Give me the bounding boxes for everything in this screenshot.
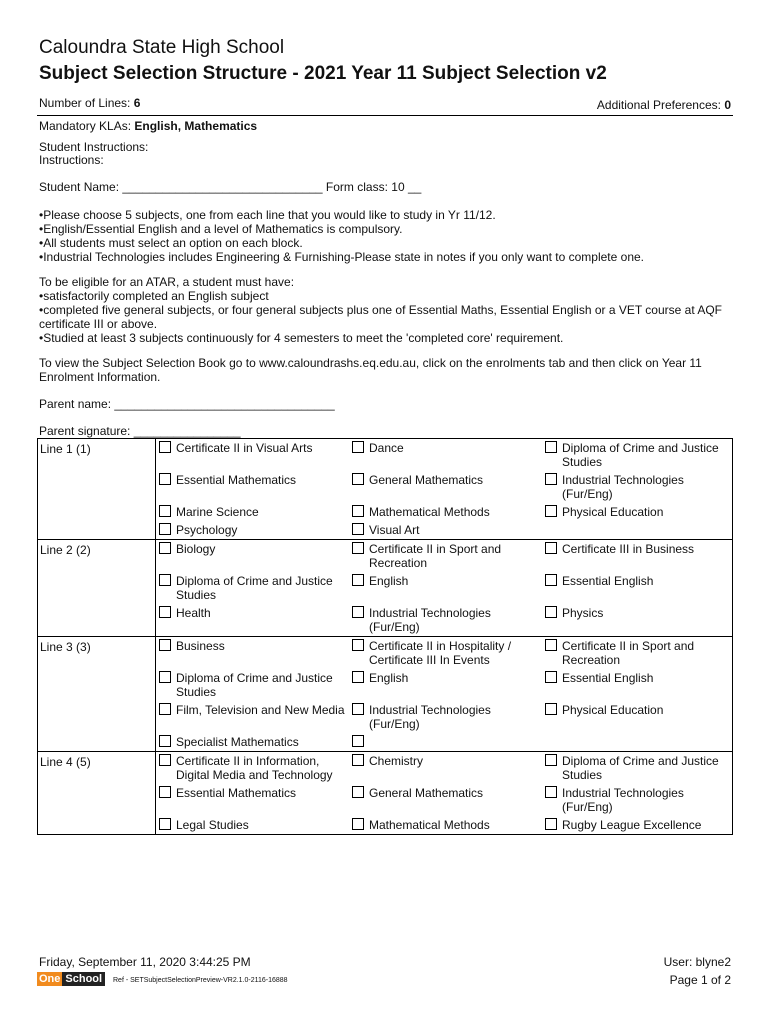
subject-checkbox[interactable]	[352, 735, 364, 747]
reference-code: Ref - SETSubjectSelectionPreview-VR2.1.0-2116-16888	[113, 977, 288, 984]
subject-label: General Mathematics	[369, 786, 484, 800]
subject-checkbox[interactable]	[545, 671, 557, 683]
bullet: •Studied at least 3 subjects continuously for 4 semesters to meet the 'completed core' requirement.	[39, 331, 564, 345]
subject-label: Essential English	[562, 574, 654, 588]
atar-section	[39, 275, 729, 345]
subject-checkbox[interactable]	[352, 542, 364, 554]
subject-option[interactable]	[156, 816, 349, 834]
print-date: Friday, September 11, 2020 3:44:25 PM	[39, 955, 251, 969]
subject-option[interactable]	[156, 752, 349, 784]
subject-option[interactable]	[349, 540, 542, 572]
subject-label: Visual Art	[369, 523, 420, 537]
additional-preferences	[597, 98, 731, 112]
additional-preferences-label: Additional Preferences:	[596, 98, 725, 112]
subject-checkbox[interactable]	[545, 574, 557, 586]
subject-checkbox[interactable]	[352, 574, 364, 586]
number-of-lines-value: 6	[133, 96, 141, 110]
subject-checkbox[interactable]	[159, 606, 171, 618]
subject-option[interactable]	[542, 669, 732, 701]
subject-checkbox[interactable]	[159, 639, 171, 651]
subject-label: Diploma of Crime and Justice Studies	[562, 754, 719, 782]
subject-option[interactable]	[542, 471, 732, 503]
subject-option[interactable]	[542, 604, 732, 636]
instructions: Instructions:	[39, 153, 104, 167]
subject-label: Certificate II in Hospitality / Certificate III In Events	[369, 639, 512, 667]
subject-label: Physics	[562, 606, 604, 620]
line-row	[38, 540, 733, 637]
subject-checkbox[interactable]	[159, 574, 171, 586]
subject-label: Psychology	[176, 523, 238, 537]
subject-label: Mathematical Methods	[369, 818, 490, 832]
subject-checkbox[interactable]	[159, 671, 171, 683]
subject-option[interactable]	[349, 784, 542, 816]
bullet: •completed five general subjects, or four general subjects plus one of Essential Maths, Essential English or a VET course at AQF certificate III or above.	[39, 303, 722, 331]
subject-option[interactable]	[156, 540, 349, 572]
subject-checkbox[interactable]	[545, 818, 557, 830]
subject-option[interactable]	[349, 521, 542, 539]
subject-option[interactable]	[349, 816, 542, 834]
subject-option[interactable]	[542, 637, 732, 669]
subject-option[interactable]	[156, 784, 349, 816]
subject-option[interactable]	[156, 521, 349, 539]
subject-option[interactable]	[156, 572, 349, 604]
subject-checkbox[interactable]	[159, 523, 171, 535]
subject-label: Industrial Technologies (Fur/Eng)	[369, 606, 491, 634]
subject-label: Industrial Technologies (Fur/Eng)	[369, 703, 491, 731]
options-grid	[156, 637, 732, 751]
line-label: Line 3 (3)	[38, 637, 156, 752]
subject-checkbox[interactable]	[545, 639, 557, 651]
instruction-bullets	[39, 208, 729, 264]
line-row	[38, 752, 733, 835]
subject-checkbox[interactable]	[545, 703, 557, 715]
subject-option[interactable]	[349, 733, 542, 751]
student-name-line: Student Name: ______________________________ Form class: 10 __	[39, 180, 422, 194]
oneschool-logo	[37, 972, 105, 986]
subject-label: Certificate II in Visual Arts	[176, 441, 313, 455]
subject-checkbox[interactable]	[159, 441, 171, 453]
subject-checkbox[interactable]	[352, 754, 364, 766]
mandatory-value: English, Mathematics	[134, 119, 258, 133]
number-of-lines	[39, 96, 140, 110]
line-label: Line 1 (1)	[38, 439, 156, 540]
bullet: •All students must select an option on each block.	[39, 236, 303, 250]
bullet: •Industrial Technologies includes Engineering & Furnishing-Please state in notes if you only want to complete one.	[39, 250, 645, 264]
subject-label: English	[369, 574, 409, 588]
logo-part-school: School	[62, 972, 105, 986]
subject-label: Industrial Technologies (Fur/Eng)	[562, 473, 684, 501]
page-number: Page 1 of 2	[669, 973, 731, 987]
parent-signature-line: Parent signature: ________________	[39, 424, 241, 438]
additional-preferences-value: 0	[724, 98, 731, 112]
subject-checkbox[interactable]	[352, 523, 364, 535]
subject-label: English	[369, 671, 409, 685]
subject-checkbox[interactable]	[545, 786, 557, 798]
subject-label: Mathematical Methods	[369, 505, 490, 519]
document-title: Subject Selection Structure - 2021 Year 11 Subject Selection v2	[39, 63, 607, 84]
subject-option[interactable]	[156, 733, 349, 751]
subject-checkbox[interactable]	[352, 818, 364, 830]
subject-option[interactable]	[542, 784, 732, 816]
subject-option[interactable]	[542, 816, 732, 834]
line-label: Line 4 (5)	[38, 752, 156, 835]
subject-option[interactable]	[349, 471, 542, 503]
subject-label: Industrial Technologies (Fur/Eng)	[562, 786, 684, 814]
subject-label: Certificate II in Sport and Recreation	[562, 639, 695, 667]
line-options	[156, 752, 733, 835]
subject-option[interactable]	[349, 752, 542, 784]
subject-label: Diploma of Crime and Justice Studies	[562, 441, 719, 469]
subject-label: Dance	[369, 441, 404, 455]
subject-option[interactable]	[542, 540, 732, 572]
subject-option[interactable]	[542, 701, 732, 733]
line-options	[156, 540, 733, 637]
subject-checkbox[interactable]	[159, 505, 171, 517]
subject-option[interactable]	[542, 439, 732, 471]
subject-selection-table	[37, 438, 733, 835]
subject-option[interactable]	[156, 701, 349, 733]
subject-option[interactable]	[156, 503, 349, 521]
subject-option[interactable]	[349, 701, 542, 733]
subject-checkbox[interactable]	[159, 818, 171, 830]
line-row	[38, 439, 733, 540]
subject-label: Certificate III in Business	[562, 542, 695, 556]
subject-label: Biology	[176, 542, 216, 556]
bullet: •satisfactorily completed an English subject	[39, 289, 269, 303]
subject-checkbox[interactable]	[352, 606, 364, 618]
subject-checkbox[interactable]	[352, 441, 364, 453]
subject-label: Health	[176, 606, 211, 620]
user-name: User: blyne2	[663, 955, 731, 969]
subject-checkbox[interactable]	[545, 754, 557, 766]
subject-option[interactable]	[349, 503, 542, 521]
options-grid	[156, 752, 732, 834]
subject-option[interactable]	[542, 752, 732, 784]
line-label: Line 2 (2)	[38, 540, 156, 637]
subject-option[interactable]	[349, 604, 542, 636]
subject-label: Specialist Mathematics	[176, 735, 299, 749]
subject-label: Legal Studies	[176, 818, 249, 832]
school-name: Caloundra State High School	[39, 37, 285, 58]
student-instructions: Student Instructions:	[39, 140, 149, 154]
logo-part-one: One	[39, 973, 61, 985]
subject-label: Business	[176, 639, 225, 653]
line-options	[156, 637, 733, 752]
subject-label: Chemistry	[369, 754, 424, 768]
subject-option[interactable]	[156, 669, 349, 701]
subject-checkbox[interactable]	[352, 639, 364, 651]
subject-label: Diploma of Crime and Justice Studies	[176, 574, 333, 602]
subject-label: Essential Mathematics	[176, 473, 297, 487]
subject-option[interactable]	[349, 669, 542, 701]
options-grid	[156, 540, 732, 636]
subject-label: Physical Education	[562, 505, 664, 519]
subject-option[interactable]	[349, 572, 542, 604]
subject-option[interactable]	[542, 572, 732, 604]
subject-checkbox[interactable]	[159, 703, 171, 715]
line-options	[156, 439, 733, 540]
subject-option[interactable]	[349, 637, 542, 669]
header-divider	[37, 115, 733, 116]
subject-checkbox[interactable]	[352, 671, 364, 683]
subject-option[interactable]	[156, 439, 349, 471]
subject-label: Marine Science	[176, 505, 259, 519]
subject-checkbox[interactable]	[545, 441, 557, 453]
subject-checkbox[interactable]	[545, 473, 557, 485]
atar-intro: To be eligible for an ATAR, a student must have:	[39, 275, 295, 289]
subject-option[interactable]	[156, 471, 349, 503]
subject-checkbox[interactable]	[159, 786, 171, 798]
number-of-lines-label: Number of Lines:	[39, 96, 134, 110]
subject-checkbox[interactable]	[545, 505, 557, 517]
subject-checkbox[interactable]	[352, 505, 364, 517]
subject-option[interactable]	[349, 439, 542, 471]
subject-label: Rugby League Excellence	[562, 818, 702, 832]
subject-checkbox[interactable]	[352, 703, 364, 715]
mandatory-label: Mandatory KLAs:	[39, 119, 135, 133]
subject-option[interactable]	[156, 604, 349, 636]
subject-label: Certificate II in Information, Digital Media and Technology	[176, 754, 333, 782]
subject-checkbox[interactable]	[159, 542, 171, 554]
subject-label: Essential English	[562, 671, 654, 685]
subject-label: Essential Mathematics	[176, 786, 297, 800]
subject-checkbox[interactable]	[159, 735, 171, 747]
subject-label: Diploma of Crime and Justice Studies	[176, 671, 333, 699]
parent-name-line: Parent name: _________________________________	[39, 397, 335, 411]
subject-label: Film, Television and New Media	[176, 703, 345, 717]
subject-option[interactable]	[156, 637, 349, 669]
line-row	[38, 637, 733, 752]
bullet: •English/Essential English and a level of Mathematics is compulsory.	[39, 222, 403, 236]
options-grid	[156, 439, 732, 539]
mandatory-klas	[39, 119, 729, 133]
subject-label: Certificate II in Sport and Recreation	[369, 542, 502, 570]
subject-checkbox[interactable]	[545, 606, 557, 618]
subject-label: Physical Education	[562, 703, 664, 717]
subject-checkbox[interactable]	[352, 786, 364, 798]
subject-checkbox[interactable]	[159, 754, 171, 766]
subject-checkbox[interactable]	[159, 473, 171, 485]
subject-label: General Mathematics	[369, 473, 484, 487]
bullet: •Please choose 5 subjects, one from each line that you would like to study in Yr 11/12.	[39, 208, 496, 222]
view-book-note: To view the Subject Selection Book go to www.caloundrashs.eq.edu.au, click on the enrolments tab and then click on Year 11 Enrolment Information.	[39, 356, 702, 384]
subject-option[interactable]	[542, 503, 732, 521]
subject-checkbox[interactable]	[352, 473, 364, 485]
subject-checkbox[interactable]	[545, 542, 557, 554]
